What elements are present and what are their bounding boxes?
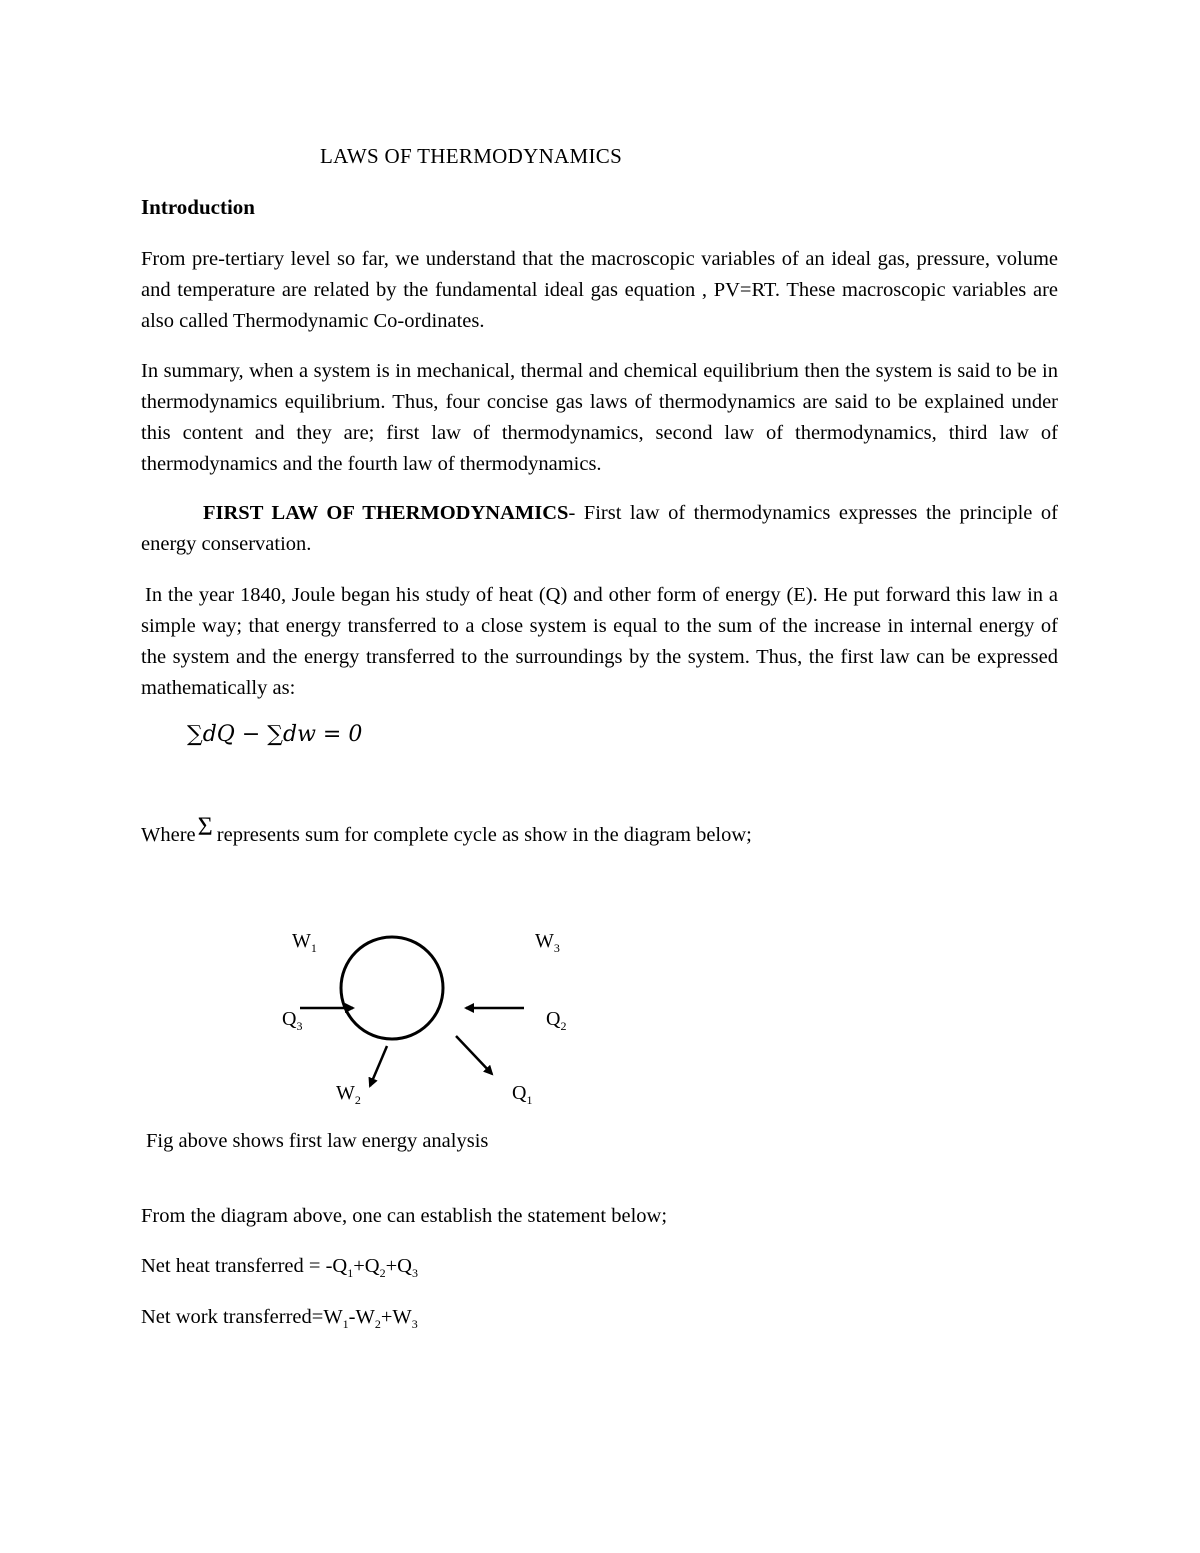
intro-heading: Introduction — [141, 195, 255, 219]
formula-term-dq: dQ − — [202, 722, 268, 747]
label-q1: $Q_1$ — [512, 1082, 533, 1107]
energy-cycle-diagram — [260, 920, 600, 1110]
where-line — [141, 812, 752, 847]
label-q2: $Q_2$ — [546, 1008, 567, 1033]
sigma-symbol: ∑ — [267, 722, 283, 747]
first-law-formula — [187, 722, 362, 747]
label-w1: $W_1$ — [292, 930, 317, 955]
where-prefix: Where — [141, 824, 196, 846]
label-w3: $W_3$ — [535, 930, 560, 955]
label-w2: $W_2$ — [336, 1082, 361, 1107]
first-law-paragraph — [141, 498, 1058, 560]
net-heat-line: Net heat transferred = $-Q_1+Q_2+Q_3$ — [141, 1255, 418, 1281]
net-work-line: Net work $transferred=W_1-W_2+W_3$ — [141, 1306, 418, 1332]
figure-caption: Fig above shows first law energy analysis — [146, 1130, 489, 1152]
formula-term-dw: dw = 0 — [282, 722, 363, 747]
statement-intro: From the diagram above, one can establish the statement below; — [141, 1205, 668, 1227]
w2-arrow — [370, 1046, 387, 1086]
sigma-symbol: Σ — [197, 812, 213, 841]
label-q3: $Q_3$ — [282, 1008, 303, 1033]
intro-paragraph: From pre-tertiary level so far, we understand that the macroscopic variables of an ideal gas, pressure, volume and temperature are related by the fundamental ideal gas equation , PV=RT. These macroscopic variables are also called Thermodynamic Co-ordinates. — [141, 248, 1058, 332]
summary-paragraph: In summary, when a system is in mechanical, thermal and chemical equilibrium then the system is said to be in thermodynamics equilibrium. Thus, four concise gas laws of thermodynamics are said to be explained under this content and they are; first law of thermodynamics, second law of thermodynamics, third law of thermodynamics and the fourth law of thermodynamics. — [141, 360, 1058, 475]
page-title: LAWS OF THERMODYNAMICS — [320, 144, 623, 168]
first-law-text: - First law of thermodynamics expresses the principle of energy conservation. — [141, 502, 1058, 555]
sigma-symbol: ∑ — [187, 722, 203, 747]
joule-paragraph: In the year 1840, Joule began his study of heat (Q) and other form of energy (E). He put forward this law in a simple way; that energy transferred to a close system is equal to the sum of the increase in internal energy of the system and the energy transferred to the surroundings by the system. Thus, the first law can be expressed mathematically as: — [141, 584, 1058, 699]
system-circle — [341, 937, 443, 1039]
where-text: represents sum for complete cycle as show in the diagram below; — [216, 824, 752, 846]
q1-arrow — [456, 1036, 492, 1074]
first-law-heading: FIRST LAW OF THERMODYNAMICS — [203, 502, 569, 524]
